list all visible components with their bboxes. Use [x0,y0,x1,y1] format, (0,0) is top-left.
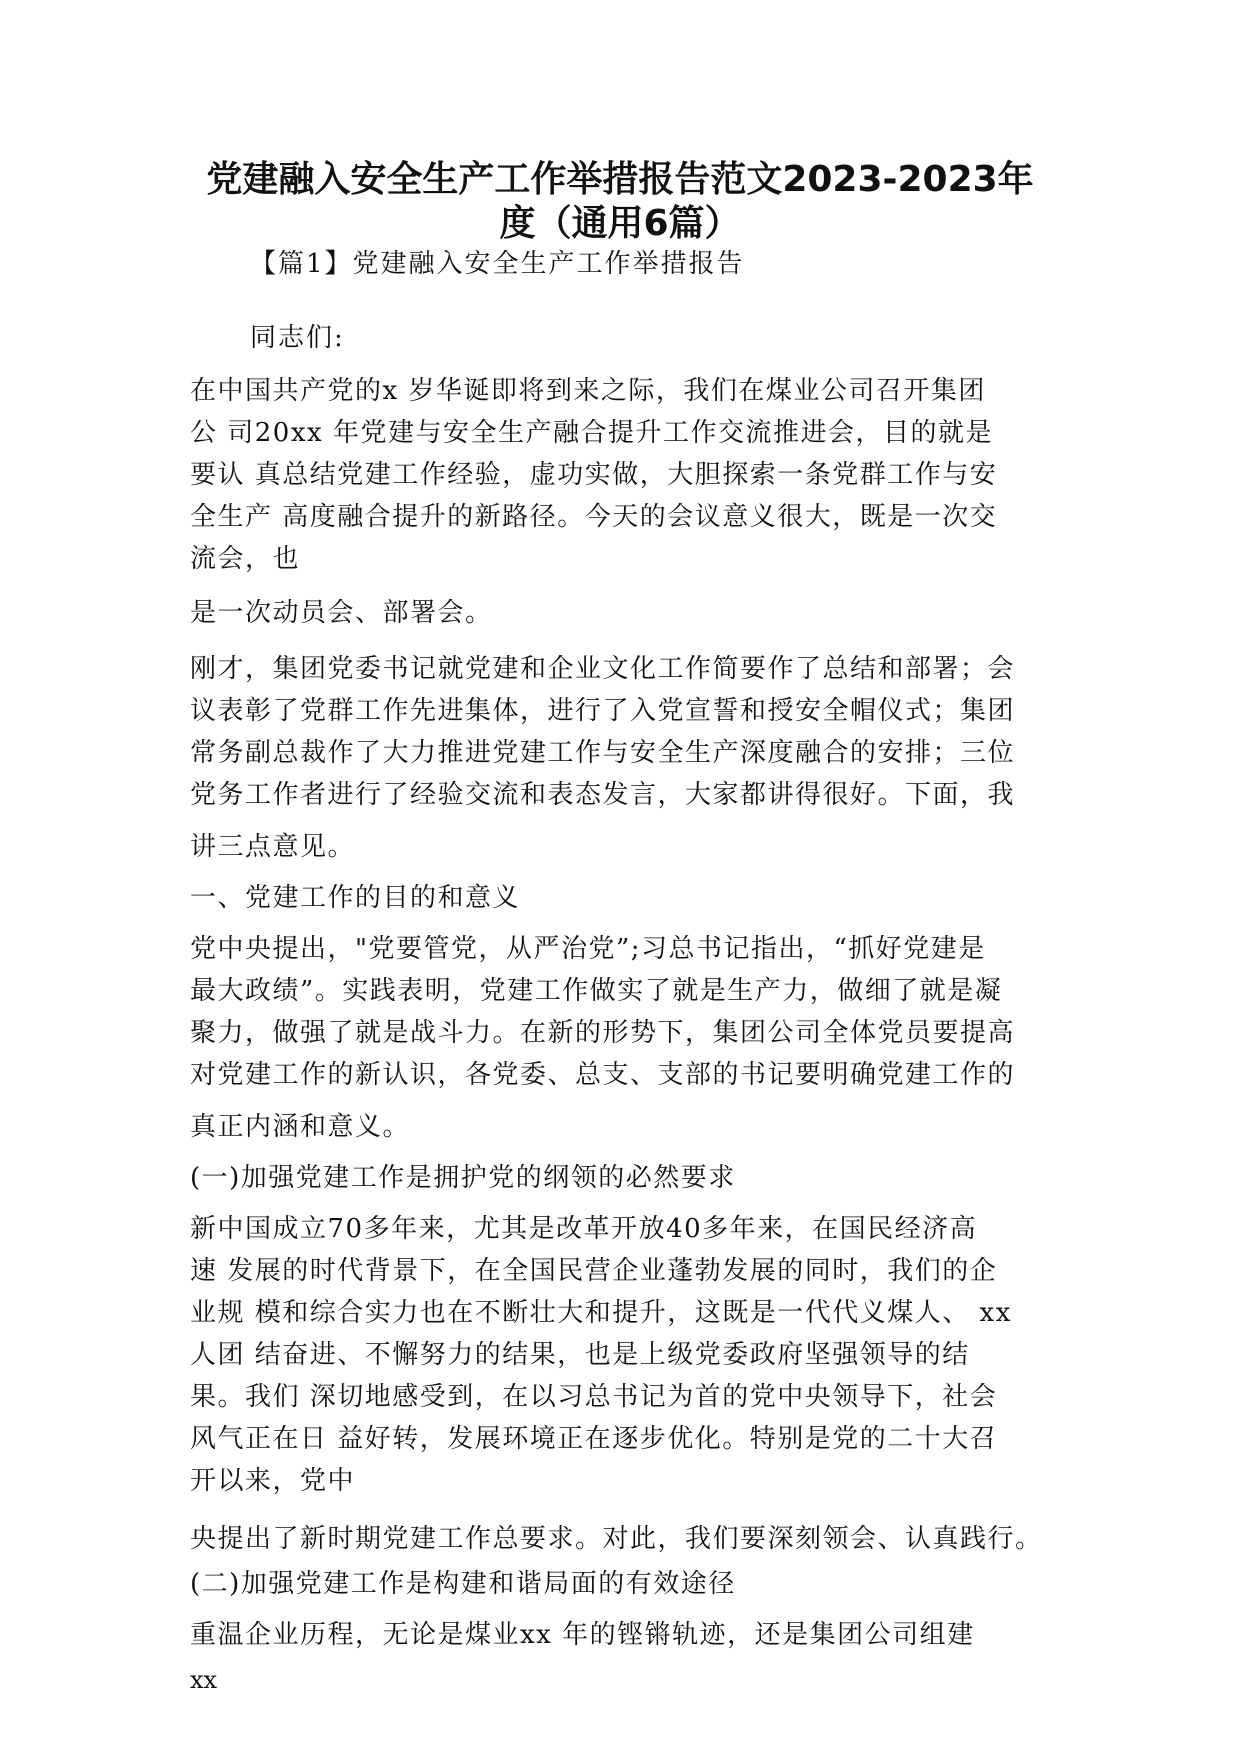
paragraph-line: 人团 结奋进、不懈努力的结果，也是上级党委政府坚强领导的结 [190,1340,970,1370]
section-heading-1: 一、党建工作的目的和意义 [190,883,521,913]
paragraph-line: 党务工作者进行了经验交流和表态发言，大家都讲得很好。下面，我 [190,780,1016,810]
paragraph-1 [190,370,1050,580]
paragraph-5 [190,928,1050,1096]
paragraph-line: 常务副总裁作了大力推进党建工作与安全生产深度融合的安排；三位 [190,738,1016,768]
section-heading-3: (二)加强党建工作是构建和谐局面的有效途径 [190,1569,736,1599]
paragraph-line: 对党建工作的新认识，各党委、总支、支部的书记要明确党建工作的 [190,1060,1016,1090]
paragraph-line: 央提出了新时期党建工作总要求。对此，我们要深刻领会、认真践行。 [190,1524,1043,1554]
section-subhead: 【篇1】党建融入安全生产工作举措报告 [250,249,745,279]
paragraph-line: 新中国成立70多年来，尤其是改革开放40多年来，在国民经济高 [190,1214,978,1244]
paragraph-line: 议表彰了党群工作先进集体，进行了入党宣誓和授安全帽仪式；集团 [190,696,1016,726]
paragraph-line: 流会，也 [190,544,301,574]
title-line-2: 度（通用6篇） [499,203,741,244]
paragraph-line: 要认 真总结党建工作经验，虚功实做，大胆探索一条党群工作与安 [190,460,998,490]
paragraph-line: 是一次动员会、部署会。 [190,598,493,628]
paragraph-line: 最大政绩”。实践表明，党建工作做实了就是生产力，做细了就是凝 [190,976,1003,1006]
paragraph-8 [190,1518,1050,1560]
paragraph-2 [190,592,1050,634]
paragraph-line: 聚力，做强了就是战斗力。在新的形势下，集团公司全体党员要提高 [190,1018,1016,1048]
paragraph-line: 在中国共产党的x 岁华诞即将到来之际，我们在煤业公司召开集团 [190,376,986,406]
paragraph-line: 开以来，党中 [190,1466,356,1496]
document-title [190,158,1050,246]
paragraph-7 [190,1208,1050,1502]
title-line-1: 党建融入安全生产工作举措报告范文2023-2023年 [206,159,1034,200]
paragraph-4 [190,826,1050,868]
paragraph-line: 公 司20xx 年党建与安全生产融合提升工作交流推进会，目的就是 [190,418,993,448]
section-heading-2: (一)加强党建工作是拥护党的纲领的必然要求 [190,1163,736,1193]
paragraph-line: 党中央提出，"党要管党，从严治党”;习总书记指出，“抓好党建是 [190,934,986,964]
salutation: 同志们: [250,323,345,353]
paragraph-line: 重温企业历程，无论是煤业xx 年的铿锵轨迹，还是集团公司组建 [190,1620,975,1650]
paragraph-6 [190,1106,1050,1148]
paragraph-line: 真正内涵和意义。 [190,1112,411,1142]
paragraph-line: 风气正在日 益好转，发展环境正在逐步优化。特别是党的二十大召 [190,1424,998,1454]
paragraph-3 [190,648,1050,816]
paragraph-line: 速 发展的时代背景下，在全国民营企业蓬勃发展的同时，我们的企 [190,1256,998,1286]
paragraph-line: 讲三点意见。 [190,832,356,862]
footer-text: xx [190,1666,218,1694]
paragraph-line: 刚才，集团党委书记就党建和企业文化工作简要作了总结和部署；会 [190,654,1016,684]
paragraph-line: 果。我们 深切地感受到，在以习总书记为首的党中央领导下，社会 [190,1382,998,1412]
paragraph-line: 业规 模和综合实力也在不断壮大和提升，这既是一代代义煤人、 xx [190,1298,1012,1328]
paragraph-9 [190,1614,1050,1656]
paragraph-line: 全生产 高度融合提升的新路径。今天的会议意义很大，既是一次交 [190,502,998,532]
